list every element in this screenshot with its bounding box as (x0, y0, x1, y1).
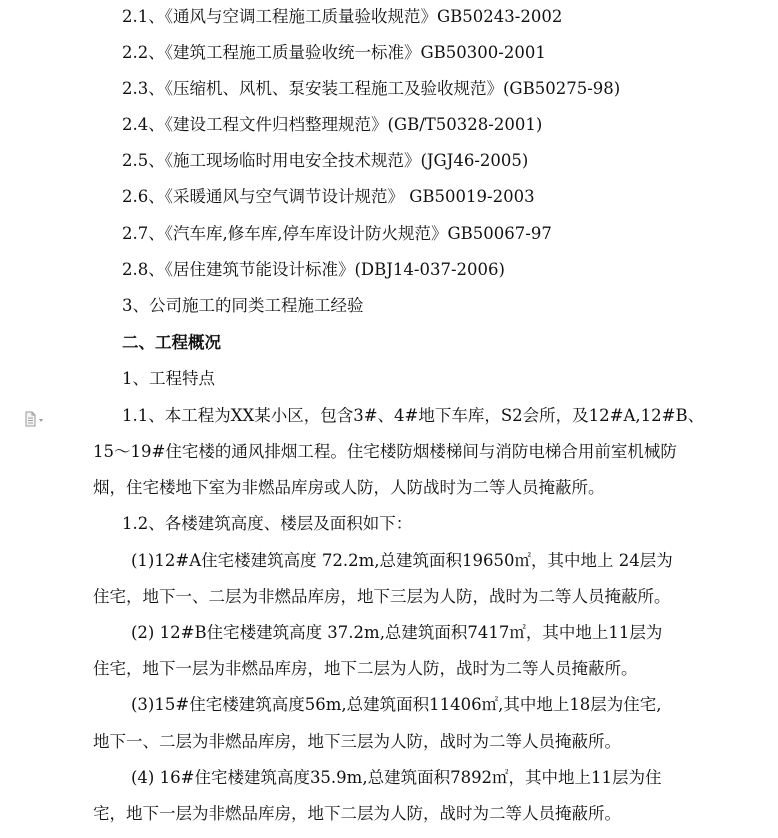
section-heading: 二、工程概况 (122, 333, 221, 352)
text-line: 2.1、《通风与空调工程施工质量验收规范》GB50243-2002 (122, 7, 563, 26)
text-line: 2.6、《采暖通风与空气调节设计规范》 GB50019-2003 (122, 187, 535, 206)
text-line: 住宅，地下一、二层为非燃品库房，地下三层为人防，战时为二等人员掩蔽所。 (93, 587, 671, 606)
text-line: 1.1、本工程为XX某小区，包含3#、4#地下车库，S2会所，及12#A,12#B、 (122, 406, 705, 425)
text-line: 地下一、二层为非燃品库房，地下三层为人防，战时为二等人员掩蔽所。 (93, 732, 621, 751)
text-line: (1)12#A住宅楼建筑高度 72.2m,总建筑面积19650㎡，其中地上 24层为 (131, 551, 673, 570)
text-line: 2.5、《施工现场临时用电安全技术规范》(JGJ46-2005) (122, 151, 529, 170)
text-line: 2.3、《压缩机、风机、泵安装工程施工及验收规范》(GB50275-98) (122, 79, 621, 98)
text-line: 2.7、《汽车库,修车库,停车库设计防火规范》GB50067-97 (122, 224, 552, 243)
text-line: (3)15#住宅楼建筑高度56m,总建筑面积11406㎡,其中地上18层为住宅, (131, 695, 662, 714)
text-line: 住宅，地下一层为非燃品库房，地下二层为人防，战时为二等人员掩蔽所。 (93, 659, 638, 678)
text-line: 烟，住宅楼地下室为非燃品库房或人防，人防战时为二等人员掩蔽所。 (93, 478, 605, 497)
text-line: 2.2、《建筑工程施工质量验收统一标准》GB50300-2001 (122, 43, 546, 62)
text-line: 2.8、《居住建筑节能设计标准》(DBJ14-037-2006) (122, 260, 505, 279)
text-line: 15～19#住宅楼的通风排烟工程。住宅楼防烟楼梯间与消防电梯合用前室机械防 (93, 442, 677, 461)
text-line: (2) 12#B住宅楼建筑高度 37.2m,总建筑面积7417㎡，其中地上11层为 (131, 623, 663, 642)
text-line: 3、公司施工的同类工程施工经验 (122, 296, 364, 315)
subsection-heading: 1、工程特点 (122, 369, 215, 388)
text-line: 1.2、各楼建筑高度、楼层及面积如下： (122, 514, 413, 533)
text-line: 2.4、《建设工程文件归档整理规范》(GB/T50328-2001) (122, 115, 543, 134)
text-line: (4) 16#住宅楼建筑高度35.9m,总建筑面积7892㎡，其中地上11层为住 (131, 768, 662, 787)
text-line: 宅，地下一层为非燃品库房，地下二层为人防，战时为二等人员掩蔽所。 (93, 804, 621, 823)
document-icon[interactable] (24, 411, 48, 427)
